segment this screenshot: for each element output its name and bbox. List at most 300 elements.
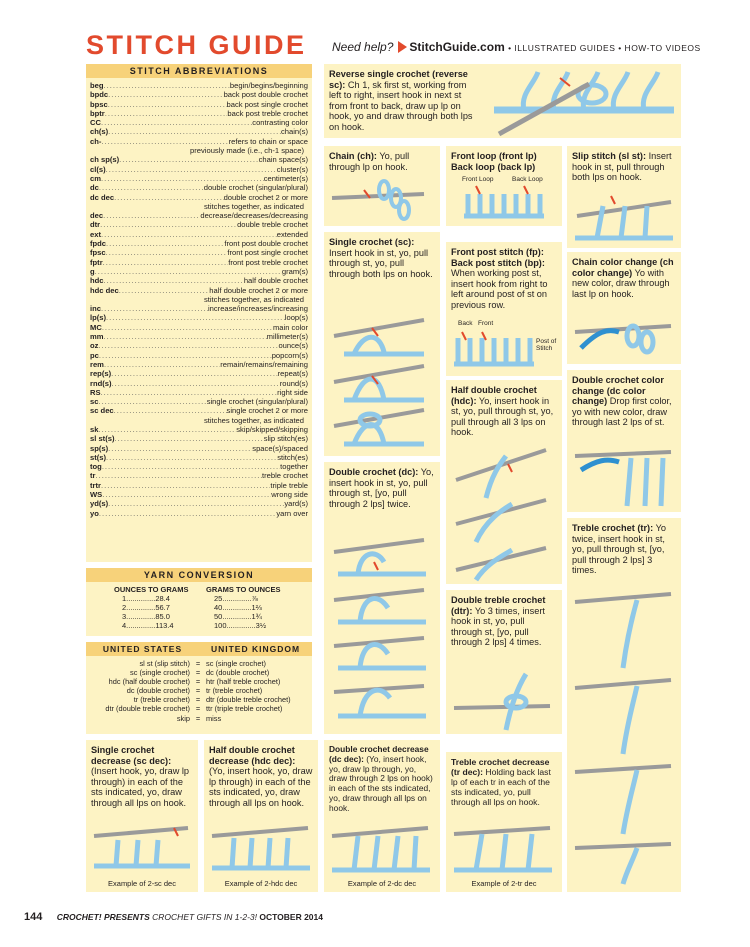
- abbreviation-row: [90, 462, 308, 471]
- post-label: Post of Stitch: [536, 338, 557, 352]
- abbreviation-row: [90, 81, 308, 90]
- card-tr-dec: [446, 752, 562, 892]
- double-crochet-illustration: [324, 462, 440, 734]
- conversion-row: 2..............56.7: [122, 603, 170, 612]
- card-hdc-dec: [204, 740, 318, 892]
- leader-dots: [119, 286, 210, 295]
- issue-date: OCTOBER 2014: [259, 912, 323, 922]
- abbreviation-key: lp(s): [90, 313, 107, 323]
- card-treble: [567, 518, 681, 892]
- abbreviation-row: [90, 406, 308, 415]
- leader-dots: [108, 90, 223, 99]
- card-body: (Yo, insert hook, yo, draw lp through) in each of the sts indicated, yo, draw through all lps on hook.: [209, 766, 313, 808]
- abbreviation-row: [90, 118, 308, 127]
- dtr-illustration: [446, 590, 562, 734]
- abbreviation-row: [90, 471, 308, 480]
- abbreviation-key: tog: [90, 462, 102, 472]
- card-dtr: [446, 590, 562, 734]
- single-crochet-illustration: [324, 232, 440, 456]
- equals-sign: =: [195, 686, 201, 696]
- card-title: Chain color change (ch color change): [572, 257, 674, 278]
- card-body: Yo twice, insert hook in st, yo, pull through st, [yo, pull through 2 lps] 3 times.: [572, 523, 666, 576]
- site-link[interactable]: StitchGuide.com: [409, 40, 505, 54]
- hdc-dec-illustration: [204, 740, 318, 892]
- equals-sign: =: [195, 713, 201, 723]
- abbreviation-meaning: cluster(s): [276, 164, 308, 174]
- abbreviation-meaning: double crochet 2 or more: [223, 192, 308, 202]
- back-loop-label: Back Loop: [512, 176, 543, 183]
- hdc-illustration: [446, 380, 562, 584]
- abbreviation-key: rnd(s): [90, 378, 112, 388]
- abbreviation-meaning: front post double crochet: [224, 239, 308, 249]
- abbreviation-row: [90, 369, 308, 378]
- us-uk-row: [86, 668, 312, 677]
- abbreviation-row: [90, 127, 308, 136]
- abbreviation-continuation: stitches together, as indicated: [203, 415, 304, 425]
- abbreviation-meaning: extended: [276, 229, 308, 239]
- card-title: Double crochet decrease (dc dec):: [329, 744, 429, 764]
- yarn-conversion-heading: YARN CONVERSION: [86, 568, 312, 582]
- conversion-row: 3..............85.0: [122, 612, 170, 621]
- conversion-row: 4..............113.4: [122, 621, 174, 630]
- leader-dots: [98, 425, 236, 434]
- abbreviation-key: sp(s): [90, 443, 109, 453]
- abbreviation-row: [90, 90, 308, 99]
- card-chain-color: [567, 252, 681, 364]
- conversion-row: 100..............3½: [214, 621, 267, 630]
- us-heading: UNITED STATES: [102, 644, 183, 654]
- abbreviation-key: MC: [90, 322, 102, 332]
- leader-dots: [101, 481, 270, 490]
- equals-sign: =: [195, 704, 201, 714]
- abbreviation-row: [90, 137, 308, 146]
- us-term: tr (treble crochet): [133, 695, 190, 705]
- treble-illustration: [567, 518, 681, 892]
- leader-dots: [106, 453, 277, 462]
- leader-dots: [98, 397, 206, 406]
- reverse-sc-illustration: [324, 64, 681, 138]
- card-hdc: [446, 380, 562, 584]
- uk-term: tr (treble crochet): [206, 686, 263, 696]
- abbreviation-meaning: front post single crochet: [227, 248, 308, 258]
- abbreviation-meaning: half double crochet 2 or more: [209, 285, 308, 295]
- abbreviation-key: hdc dec: [90, 285, 119, 295]
- magazine-name: CROCHET! PRESENTS: [56, 912, 150, 922]
- abbreviation-meaning: popcorn(s): [271, 350, 308, 360]
- abbreviation-key: trtr: [90, 480, 101, 490]
- leader-dots: [101, 230, 277, 239]
- abbreviations-list: [86, 78, 312, 518]
- abbreviation-row: [90, 276, 308, 285]
- abbreviation-meaning: double crochet (singular/plural): [203, 183, 308, 193]
- abbreviation-row: [90, 258, 308, 267]
- abbreviation-meaning: back post double crochet: [223, 90, 308, 100]
- abbreviation-meaning: back post treble crochet: [227, 108, 308, 118]
- abbreviation-continuation: stitches together, as indicated: [203, 294, 304, 304]
- dc-dec-illustration: [324, 740, 440, 892]
- card-title: Half double crochet (hdc):: [451, 385, 537, 406]
- slip-stitch-illustration: [567, 146, 681, 248]
- abbreviation-key: rem: [90, 359, 104, 369]
- leader-dots: [95, 471, 262, 480]
- abbreviation-meaning: main color: [272, 322, 308, 332]
- need-help-text: Need help?: [332, 40, 394, 54]
- abbreviation-meaning: begin/begins/beginning: [229, 81, 308, 90]
- dc-color-illustration: [567, 370, 681, 512]
- abbreviation-key: ch(s): [90, 127, 109, 137]
- card-title: Front post stitch (fp): Back post stitch (bp):: [451, 247, 545, 268]
- card-body: Yo, insert hook in st, yo, pull through st, yo, pull through all 3 lps on hook.: [451, 395, 554, 438]
- leader-dots: [102, 323, 273, 332]
- card-body: Yo, insert hook in st, yo, pull through st, [yo, pull through 2 lps] twice.: [329, 467, 434, 509]
- leader-dots: [101, 118, 252, 127]
- abbreviation-key: sl st(s): [90, 434, 115, 444]
- abbreviation-meaning: refers to chain or space: [228, 136, 308, 146]
- leader-dots: [101, 137, 228, 146]
- abbreviation-key: sc dec: [90, 406, 114, 416]
- issue-title: CROCHET GIFTS IN 1-2-3!: [152, 912, 257, 922]
- abbreviation-row: [90, 425, 308, 434]
- abbreviation-meaning: millimeter(s): [266, 332, 308, 342]
- caption: Example of 2-tr dec: [471, 879, 537, 888]
- card-sc-dec: [86, 740, 198, 892]
- abbreviation-row: [90, 267, 308, 276]
- abbreviation-meaning: chain space(s): [258, 155, 308, 165]
- back-label: Back: [458, 320, 473, 327]
- arrow-right-icon: [398, 41, 407, 53]
- leader-dots: [104, 276, 244, 285]
- equals-sign: =: [195, 677, 201, 687]
- abbreviation-meaning: single crochet (singular/plural): [206, 397, 308, 407]
- abbreviation-key: ch sp(s): [90, 155, 120, 165]
- card-body: Yo, pull through lp on hook.: [329, 151, 410, 172]
- abbreviation-key: tr: [90, 471, 96, 481]
- card-title: Double crochet (dc):: [329, 467, 419, 477]
- abbreviation-row: [90, 165, 308, 174]
- uk-term: dc (double crochet): [206, 668, 270, 678]
- card-reverse-sc: [324, 64, 681, 138]
- abbreviation-row: [90, 183, 308, 192]
- uk-term: dtr (double treble crochet): [206, 695, 291, 705]
- leader-dots: [104, 332, 267, 341]
- card-body: When working post st, insert hook from right to left around post of st on previous row.: [451, 268, 548, 310]
- abbreviation-row: [90, 304, 308, 313]
- abbreviation-row: [90, 313, 308, 322]
- abbreviation-key: fpdc: [90, 239, 107, 249]
- abbreviation-meaning: contrasting color: [252, 118, 308, 128]
- abbreviation-key: bptr: [90, 108, 105, 118]
- conversion-row: 40..............1⅔: [214, 603, 262, 612]
- card-slip-stitch: [567, 146, 681, 248]
- card-title: Single crochet decrease (sc dec):: [91, 745, 172, 766]
- abbreviation-key: fpsc: [90, 248, 106, 258]
- g-to-oz-column: [206, 585, 284, 630]
- card-dc-dec: [324, 740, 440, 892]
- abbreviation-row: [90, 481, 308, 490]
- us-term: dtr (double treble crochet): [105, 704, 190, 714]
- abbreviation-meaning: slip stitch(es): [263, 434, 308, 444]
- uk-term: sc (single crochet): [206, 659, 266, 668]
- abbreviation-row: [90, 453, 308, 462]
- card-body: Insert hook in st, yo, pull through st, yo, pull through both lps on hook.: [329, 247, 433, 279]
- abbreviation-key: CC: [90, 118, 101, 128]
- abbreviation-meaning: half double crochet: [243, 276, 308, 286]
- abbreviation-key: bpdc: [90, 90, 109, 100]
- footer: [24, 911, 323, 923]
- abbreviation-meaning: stitch(es): [277, 452, 308, 462]
- abbreviation-row: [90, 220, 308, 229]
- abbreviation-key: sk: [90, 424, 99, 434]
- abbreviation-row: [90, 248, 308, 257]
- abbreviation-meaning: remain/remains/remaining: [220, 359, 308, 369]
- us-uk-row: [86, 686, 312, 695]
- oz-to-g-column: [114, 585, 192, 630]
- card-body: Insert hook in st, pull through both lps on hook.: [572, 151, 672, 183]
- leader-dots: [108, 444, 252, 453]
- equals-sign: =: [195, 668, 201, 678]
- abbreviation-meaning: right side: [277, 387, 308, 397]
- uk-term: htr (half treble crochet): [206, 677, 281, 687]
- leader-dots: [99, 509, 276, 518]
- leader-dots: [114, 193, 224, 202]
- leader-dots: [101, 388, 278, 397]
- abbreviation-meaning: together: [280, 462, 308, 472]
- abbreviation-key: hdc: [90, 276, 104, 286]
- guide-links: • ILLUSTRATED GUIDES • HOW-TO VIDEOS: [508, 43, 701, 53]
- conversion-row: 1..............28.4: [122, 594, 170, 603]
- abbreviation-key: ext: [90, 229, 101, 239]
- leader-dots: [102, 490, 271, 499]
- abbreviation-key: dec: [90, 211, 104, 221]
- help-line: [332, 40, 701, 54]
- us-term: dc (double crochet): [126, 686, 190, 696]
- card-dc-color: [567, 370, 681, 512]
- abbreviation-row: [90, 351, 308, 360]
- abbreviation-row: [90, 434, 308, 443]
- front-loop-label: Front Loop: [462, 176, 494, 183]
- leader-dots: [119, 155, 258, 164]
- abbreviation-meaning: yarn over: [276, 508, 308, 518]
- card-title: Treble crochet decrease (tr dec):: [451, 757, 550, 777]
- abbreviation-row: [90, 100, 308, 109]
- abbreviations-panel: [86, 64, 312, 562]
- abbreviation-row: [90, 490, 308, 499]
- conversion-row: 50..............1¾: [214, 612, 262, 621]
- abbreviation-meaning: yard(s): [284, 499, 308, 509]
- us-uk-row: [86, 695, 312, 704]
- leader-dots: [95, 267, 282, 276]
- us-uk-row: [86, 677, 312, 686]
- uk-term: miss: [206, 713, 222, 723]
- us-uk-row: [86, 704, 312, 713]
- leader-dots: [106, 165, 277, 174]
- uk-term: ttr (triple treble crochet): [206, 704, 283, 714]
- abbreviation-key: g: [90, 266, 95, 276]
- us-uk-row: [86, 659, 312, 668]
- abbreviation-key: ch-: [90, 136, 102, 146]
- yarn-conversion-panel: [86, 568, 312, 636]
- abbreviation-key: bpsc: [90, 99, 108, 109]
- abbreviation-meaning: treble crochet: [261, 471, 308, 481]
- us-term: hdc (half double crochet): [108, 677, 190, 687]
- leader-dots: [98, 341, 278, 350]
- leader-dots: [99, 351, 272, 360]
- abbreviation-key: rep(s): [90, 369, 112, 379]
- abbreviation-key: pc: [90, 350, 99, 360]
- abbreviation-continuation: stitches together, as indicated: [203, 201, 304, 211]
- leader-dots: [108, 127, 281, 136]
- leader-dots: [101, 174, 264, 183]
- abbreviation-key: dtr: [90, 220, 101, 230]
- caption: Example of 2-hdc dec: [224, 879, 298, 888]
- abbreviation-meaning: back post single crochet: [226, 99, 308, 109]
- abbreviation-row: [90, 323, 308, 332]
- abbreviation-row: [90, 109, 308, 118]
- card-title: Double crochet color change (dc color change): [572, 375, 664, 407]
- leader-dots: [111, 369, 278, 378]
- abbreviation-key: oz: [90, 341, 99, 351]
- abbreviation-continuation: previously made (i.e., ch-1 space): [190, 146, 304, 156]
- us-uk-row: [86, 714, 312, 723]
- abbreviation-meaning: wrong side: [271, 490, 308, 500]
- abbreviation-key: RS: [90, 387, 101, 397]
- front-label: Front: [478, 320, 494, 327]
- caption: Example of 2-dc dec: [347, 879, 417, 888]
- leader-dots: [105, 109, 228, 118]
- leader-dots: [106, 239, 224, 248]
- card-front-back-loop: [446, 146, 562, 226]
- us-term: sl st (slip stitch): [139, 659, 190, 668]
- card-title: Slip stitch (sl st):: [572, 151, 647, 161]
- front-post-illustration: [446, 242, 562, 376]
- abbreviation-row: [90, 155, 308, 164]
- chain-color-illustration: [567, 252, 681, 364]
- abbreviation-key: yo: [90, 508, 99, 518]
- conversion-row: 25..............⅞: [214, 594, 258, 603]
- g-to-oz-heading: GRAMS TO OUNCES: [206, 585, 281, 594]
- abbreviation-row: [90, 444, 308, 453]
- us-uk-panel: [86, 642, 312, 734]
- card-title: Chain (ch):: [329, 151, 377, 161]
- abbreviation-row: [90, 286, 308, 295]
- abbreviation-key: dc dec: [90, 192, 115, 202]
- abbreviation-row: [90, 360, 308, 369]
- abbreviation-meaning: gram(s): [281, 266, 308, 276]
- equals-sign: =: [195, 659, 201, 668]
- card-body: Yo 3 times, insert hook in st, yo, pull through st, [yo, pull through 2 lps] 4 times.: [451, 605, 545, 648]
- leader-dots: [114, 434, 263, 443]
- abbreviation-key: mm: [90, 332, 104, 342]
- card-double-crochet: [324, 462, 440, 734]
- card-front-post: [446, 242, 562, 376]
- abbreviation-row: [90, 499, 308, 508]
- card-title: Reverse single crochet (reverse sc):: [329, 69, 468, 90]
- us-uk-rows: [86, 656, 312, 723]
- abbreviation-row: [90, 211, 308, 220]
- abbreviation-key: beg: [90, 81, 104, 90]
- card-title: Half double crochet decrease (hdc dec):: [209, 745, 296, 766]
- abbreviation-key: sc: [90, 397, 99, 407]
- tr-dec-illustration: [446, 752, 562, 892]
- abbreviation-key: fptr: [90, 257, 103, 267]
- abbreviation-row: [90, 174, 308, 183]
- abbreviation-key: yd(s): [90, 499, 109, 509]
- abbreviation-row: [90, 397, 308, 406]
- leader-dots: [104, 360, 220, 369]
- chain-illustration: [324, 146, 440, 226]
- leader-dots: [101, 304, 208, 313]
- abbreviation-meaning: triple treble: [270, 480, 308, 490]
- abbreviation-row: [90, 230, 308, 239]
- card-body: (Yo, insert hook, yo, draw lp through, yo, draw through 2 lps on hook) in each of the sts indicated, yo, draw through all lps on hook.: [329, 753, 433, 813]
- leader-dots: [103, 258, 229, 267]
- card-chain: [324, 146, 440, 226]
- leader-dots: [100, 220, 237, 229]
- abbreviation-meaning: double treble crochet: [237, 220, 308, 230]
- card-body: Yo with new color, draw through last lp on hook.: [572, 267, 670, 299]
- abbreviation-key: st(s): [90, 452, 107, 462]
- card-body: Holding back last lp of each tr in each of the sts indicated, yo, pull through all lps on hook.: [451, 767, 551, 807]
- abbreviation-key: inc: [90, 304, 101, 314]
- card-body: (Insert hook, yo, draw lp through) in each of the sts indicated, yo, draw through all lps on hook.: [91, 766, 190, 808]
- abbreviation-meaning: decrease/decreases/decreasing: [200, 211, 308, 221]
- leader-dots: [102, 462, 280, 471]
- caption: Example of 2-sc dec: [108, 879, 176, 888]
- abbreviation-meaning: round(s): [279, 378, 308, 388]
- abbreviation-row: [90, 341, 308, 350]
- leader-dots: [108, 499, 284, 508]
- abbreviation-row: [90, 193, 308, 202]
- page-title: STITCH GUIDE: [86, 30, 307, 60]
- abbreviation-row: [90, 509, 308, 518]
- abbreviation-key: cm: [90, 173, 101, 183]
- equals-sign: =: [195, 695, 201, 705]
- abbreviation-row: [90, 388, 308, 397]
- abbreviation-key: cl(s): [90, 164, 106, 174]
- abbreviation-meaning: space(s)/spaced: [252, 443, 308, 453]
- sc-dec-illustration: [86, 740, 198, 892]
- leader-dots: [104, 81, 230, 90]
- leader-dots: [114, 406, 227, 415]
- leader-dots: [112, 379, 280, 388]
- uk-heading: UNITED KINGDOM: [210, 644, 301, 654]
- card-single-crochet: [324, 232, 440, 456]
- abbreviations-heading: STITCH ABBREVIATIONS: [86, 64, 312, 78]
- abbreviation-meaning: chain(s): [280, 127, 308, 137]
- abbreviation-meaning: loop(s): [284, 313, 308, 323]
- abbreviation-meaning: ounce(s): [278, 341, 308, 351]
- leader-dots: [106, 313, 285, 322]
- us-term: skip: [176, 713, 190, 723]
- leader-dots: [103, 211, 200, 220]
- card-title: Single crochet (sc):: [329, 237, 415, 247]
- leader-dots: [106, 248, 228, 257]
- abbreviation-row: [90, 332, 308, 341]
- abbreviation-key: WS: [90, 490, 103, 500]
- front-back-loop-illustration: [446, 146, 562, 226]
- header: [86, 30, 701, 64]
- leader-dots: [99, 183, 204, 192]
- card-body: Drop first color, yo with new color, draw through last 2 lps of st.: [572, 396, 672, 428]
- abbreviation-key: dc: [90, 183, 99, 193]
- us-term: sc (single crochet): [130, 668, 190, 678]
- card-body: Ch 1, sk first st, working from left to right, insert hook in next st from front to back, draw up lp on hook, yo and draw through both lps on hook.: [329, 79, 473, 132]
- abbreviation-meaning: single crochet 2 or more: [226, 406, 308, 416]
- abbreviation-row: [90, 239, 308, 248]
- abbreviation-meaning: skip/skipped/skipping: [236, 424, 308, 434]
- abbreviation-meaning: front post treble crochet: [228, 257, 308, 267]
- abbreviation-meaning: centimeter(s): [263, 173, 308, 183]
